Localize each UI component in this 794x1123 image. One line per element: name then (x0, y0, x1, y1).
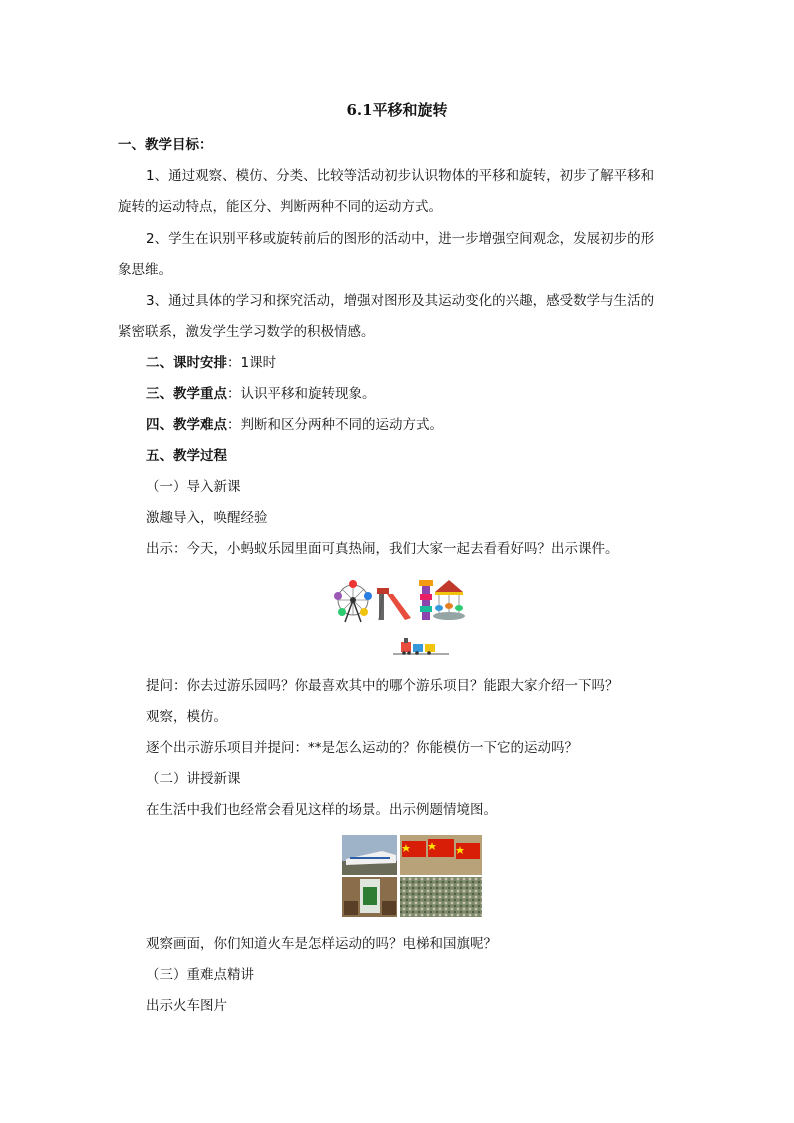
goal-3-line-2: 紧密联系，激发学生学习数学的积极情感。 (118, 324, 375, 340)
process-intro: 激趣导入，唤醒经验 (146, 510, 268, 526)
page-title: 6.1平移和旋转 (346, 101, 448, 119)
section-process-heading: 五、教学过程 (146, 448, 227, 464)
process-question: 提问：你去过游乐园吗？你最喜欢其中的哪个游乐项目？能跟大家介绍一下吗？ (146, 678, 619, 694)
section-difficulty-text: ：判断和区分两种不同的运动方式。 (227, 417, 443, 433)
process-observe: 观察，模仿。 (146, 709, 227, 725)
tower-ride-icon (419, 580, 433, 620)
process-part-1: （一）导入新课 (146, 479, 241, 495)
goal-1-line-2: 旋转的运动特点，能区分、判断两种不同的运动方式。 (118, 199, 442, 215)
goal-3-line-1: 3、通过具体的学习和探究活动，增强对图形及其运动变化的兴趣，感受数学与生活的 (146, 293, 655, 309)
section-difficulty-heading: 四、教学难点 (146, 417, 227, 433)
process-part-3: （三）重难点精讲 (146, 967, 254, 983)
section-difficulty (146, 414, 706, 436)
scene-photos (342, 835, 482, 917)
flags-photo (400, 835, 482, 875)
section-focus (146, 383, 706, 405)
section-goals-heading: 一、教学目标： (118, 137, 213, 153)
train-photo (342, 835, 397, 875)
section-schedule-text: ：1课时 (227, 355, 277, 371)
process-show-items: 逐个出示游乐项目并提问：**是怎么运动的？你能模仿一下它的运动吗？ (146, 740, 578, 756)
goal-2-line-2: 象思维。 (118, 262, 172, 278)
process-train-picture: 出示火车图片 (146, 998, 227, 1014)
process-show: 出示：今天，小蚂蚁乐园里面可真热闹，我们大家一起去看看好吗？出示课件。 (146, 541, 619, 557)
crowd-photo (400, 877, 482, 917)
goal-2-line-1: 2、学生在识别平移或旋转前后的图形的活动中，进一步增强空间观念，发展初步的形 (146, 231, 655, 247)
process-observe-scene: 观察画面，你们知道火车是怎样运动的吗？电梯和国旗呢？ (146, 936, 497, 952)
carousel-icon (433, 580, 465, 620)
goal-1-line-1: 1、通过观察、模仿、分类、比较等活动初步认识物体的平移和旋转，初步了解平移和 (146, 168, 655, 184)
section-focus-heading: 三、教学重点 (146, 386, 227, 402)
amusement-park-illustration (331, 574, 473, 660)
escalator-photo (342, 877, 397, 917)
train-toy-icon (393, 638, 449, 655)
process-part-2: （二）讲授新课 (146, 771, 241, 787)
process-scene: 在生活中我们也经常会看见这样的场景。出示例题情境图。 (146, 802, 497, 818)
section-focus-text: ：认识平移和旋转现象。 (227, 386, 376, 402)
slide-icon (377, 588, 411, 620)
section-schedule-heading: 二、课时安排 (146, 355, 227, 371)
ferris-wheel-icon (334, 580, 372, 622)
section-schedule (146, 352, 706, 374)
